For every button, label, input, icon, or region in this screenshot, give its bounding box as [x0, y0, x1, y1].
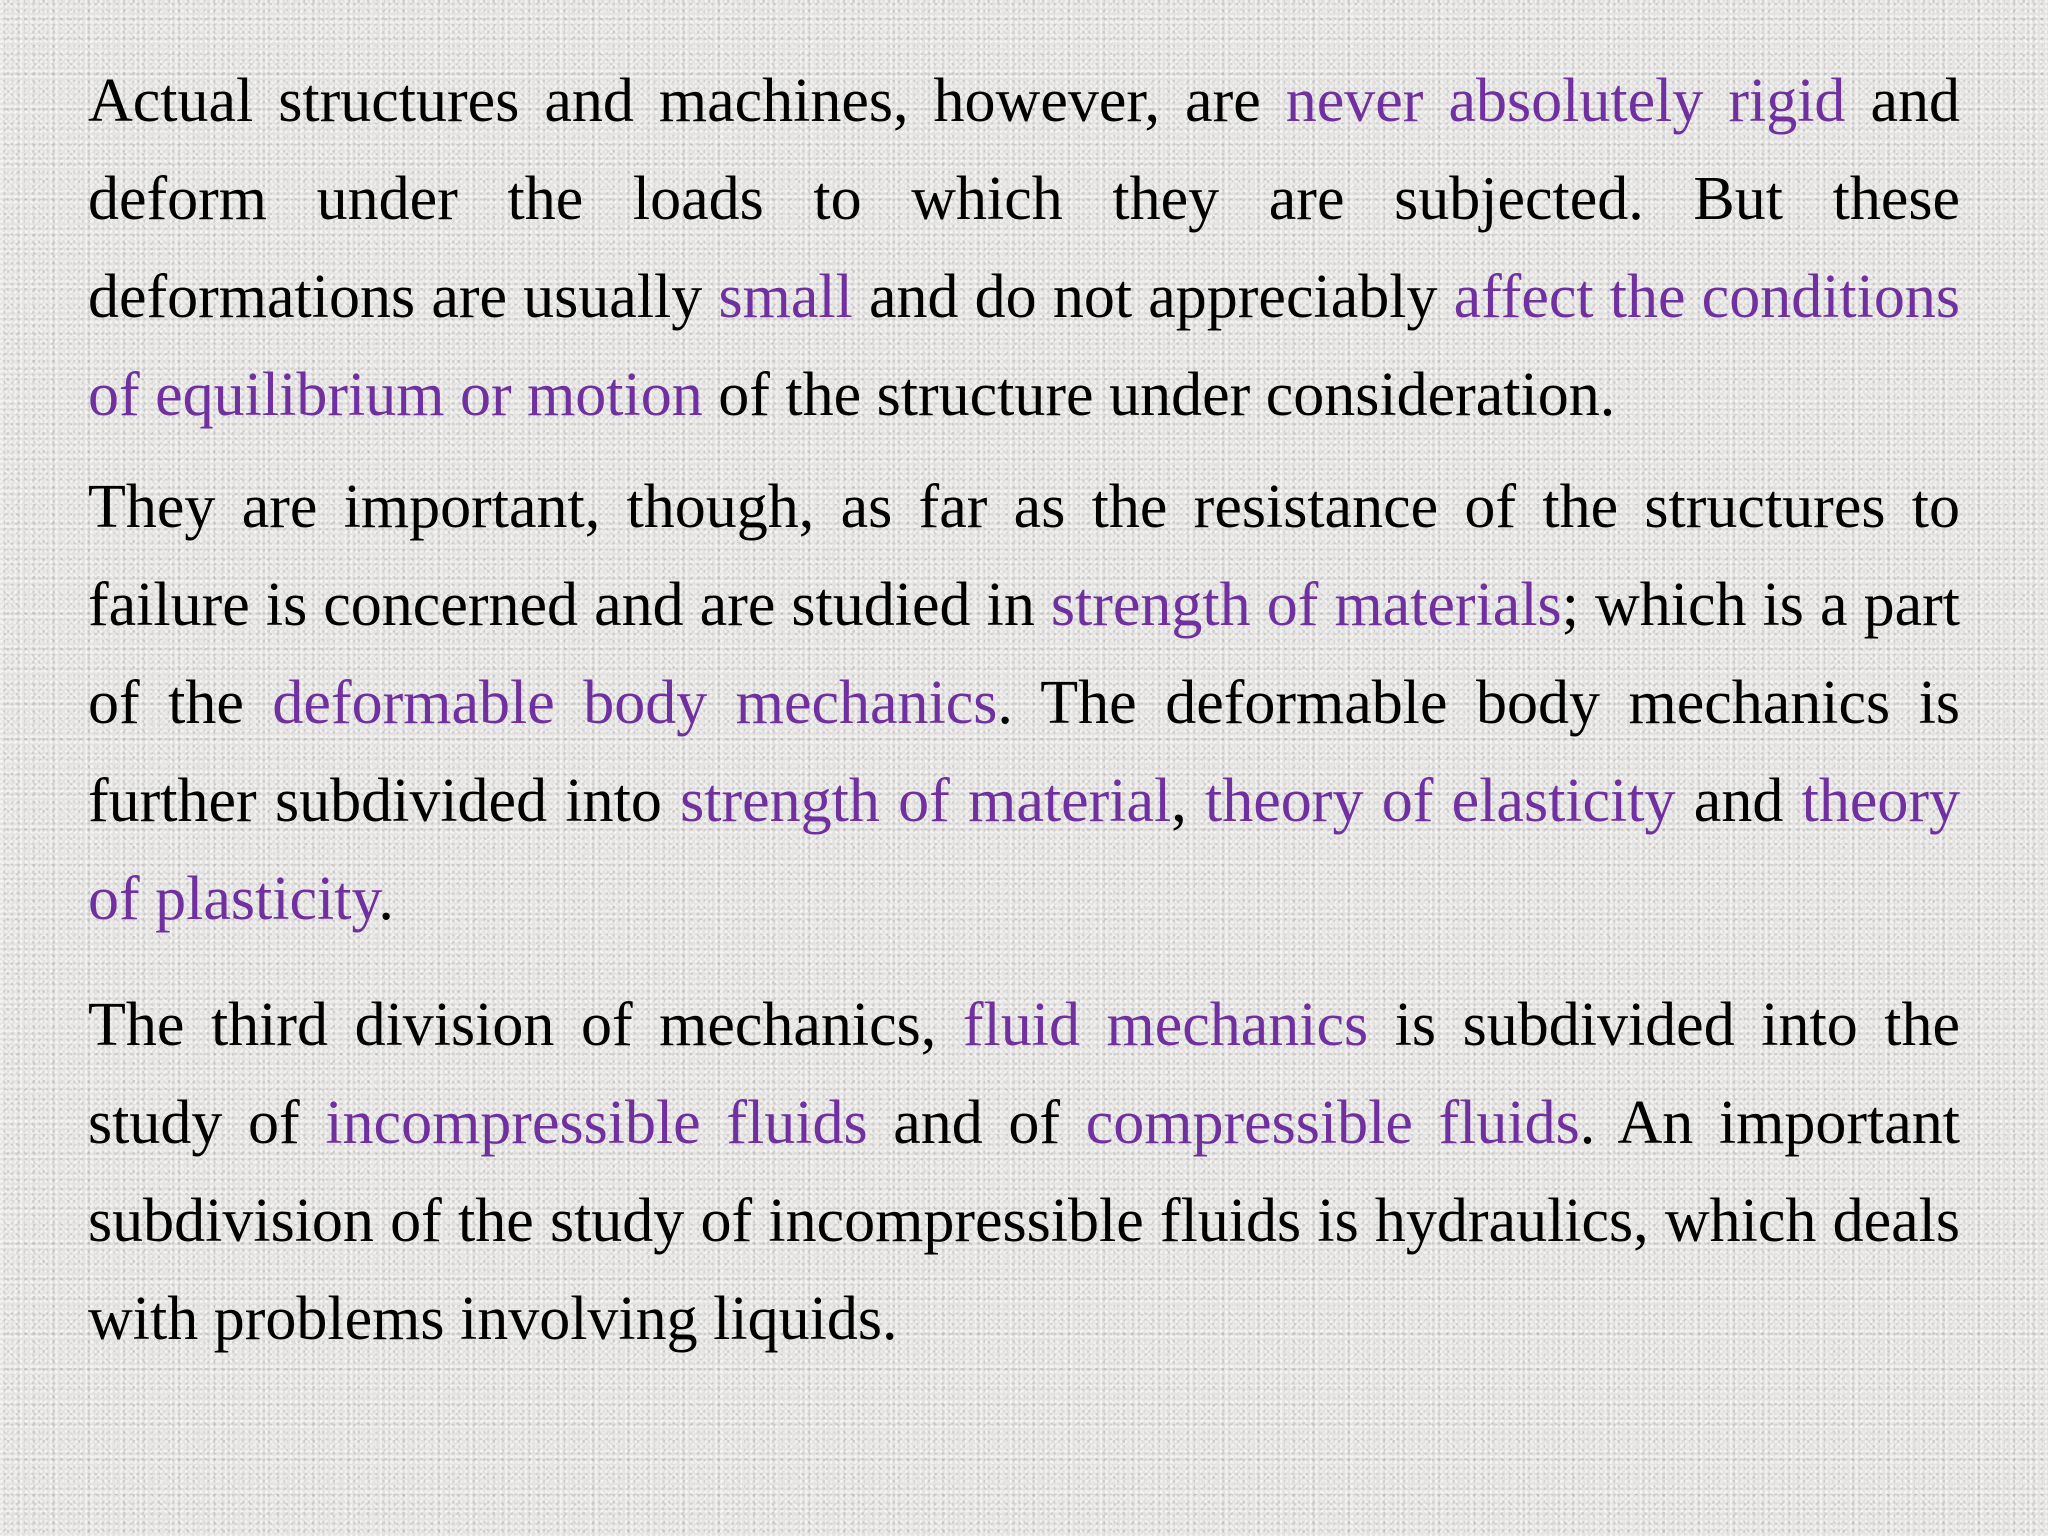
text-segment: and do not appreciably	[852, 263, 1454, 331]
highlight-deformable-body-mechanics: deformable body mechanics	[272, 669, 998, 737]
highlight-never-absolutely-rigid: never absolutely rigid	[1285, 67, 1846, 135]
highlight-strength-of-material: strength of material	[680, 767, 1172, 835]
text-segment: and deform under the loads to which they are subjected. But these deformations are usually	[88, 67, 1960, 331]
highlight-compressible-fluids: compressible fluids	[1085, 1089, 1580, 1157]
highlight-theory-of-plasticity: theory of plasticity	[88, 767, 1961, 933]
slide-content	[88, 52, 1960, 1368]
text-segment: ; which is a part of the	[88, 571, 1960, 737]
highlight-fluid-mechanics: fluid mechanics	[962, 991, 1369, 1059]
text-segment: .	[378, 865, 394, 933]
paragraph-strength-of-materials	[88, 458, 1960, 948]
text-segment: of the structure under consideration.	[702, 361, 1616, 429]
text-segment: . The deformable body mechanics is further subdivided into	[88, 669, 1961, 835]
text-segment: The third division of mechanics,	[88, 991, 963, 1059]
highlight-small: small	[718, 263, 853, 331]
highlight-incompressible-fluids: incompressible fluids	[325, 1089, 868, 1157]
text-segment: . An important subdivision of the study of incompressible fluids is hydraulics, which deals with problems involving liquids.	[88, 1089, 1961, 1353]
text-segment: ,	[1171, 767, 1206, 835]
paragraph-rigidity	[88, 52, 1960, 444]
text-segment: and	[1675, 767, 1802, 835]
highlight-strength-of-materials: strength of materials	[1050, 571, 1562, 639]
paragraph-fluid-mechanics	[88, 976, 1960, 1368]
text-segment: They are important, though, as far as the resistance of the structures to failure is concerned and are studied in	[88, 473, 1960, 639]
text-segment: is subdivided into the study of	[88, 991, 1960, 1157]
highlight-affect-conditions: affect the conditions of equilibrium or motion	[88, 263, 1961, 429]
text-segment: and of	[867, 1089, 1086, 1157]
text-segment: Actual structures and machines, however, are	[88, 67, 1286, 135]
highlight-theory-of-elasticity: theory of elasticity	[1205, 767, 1676, 835]
